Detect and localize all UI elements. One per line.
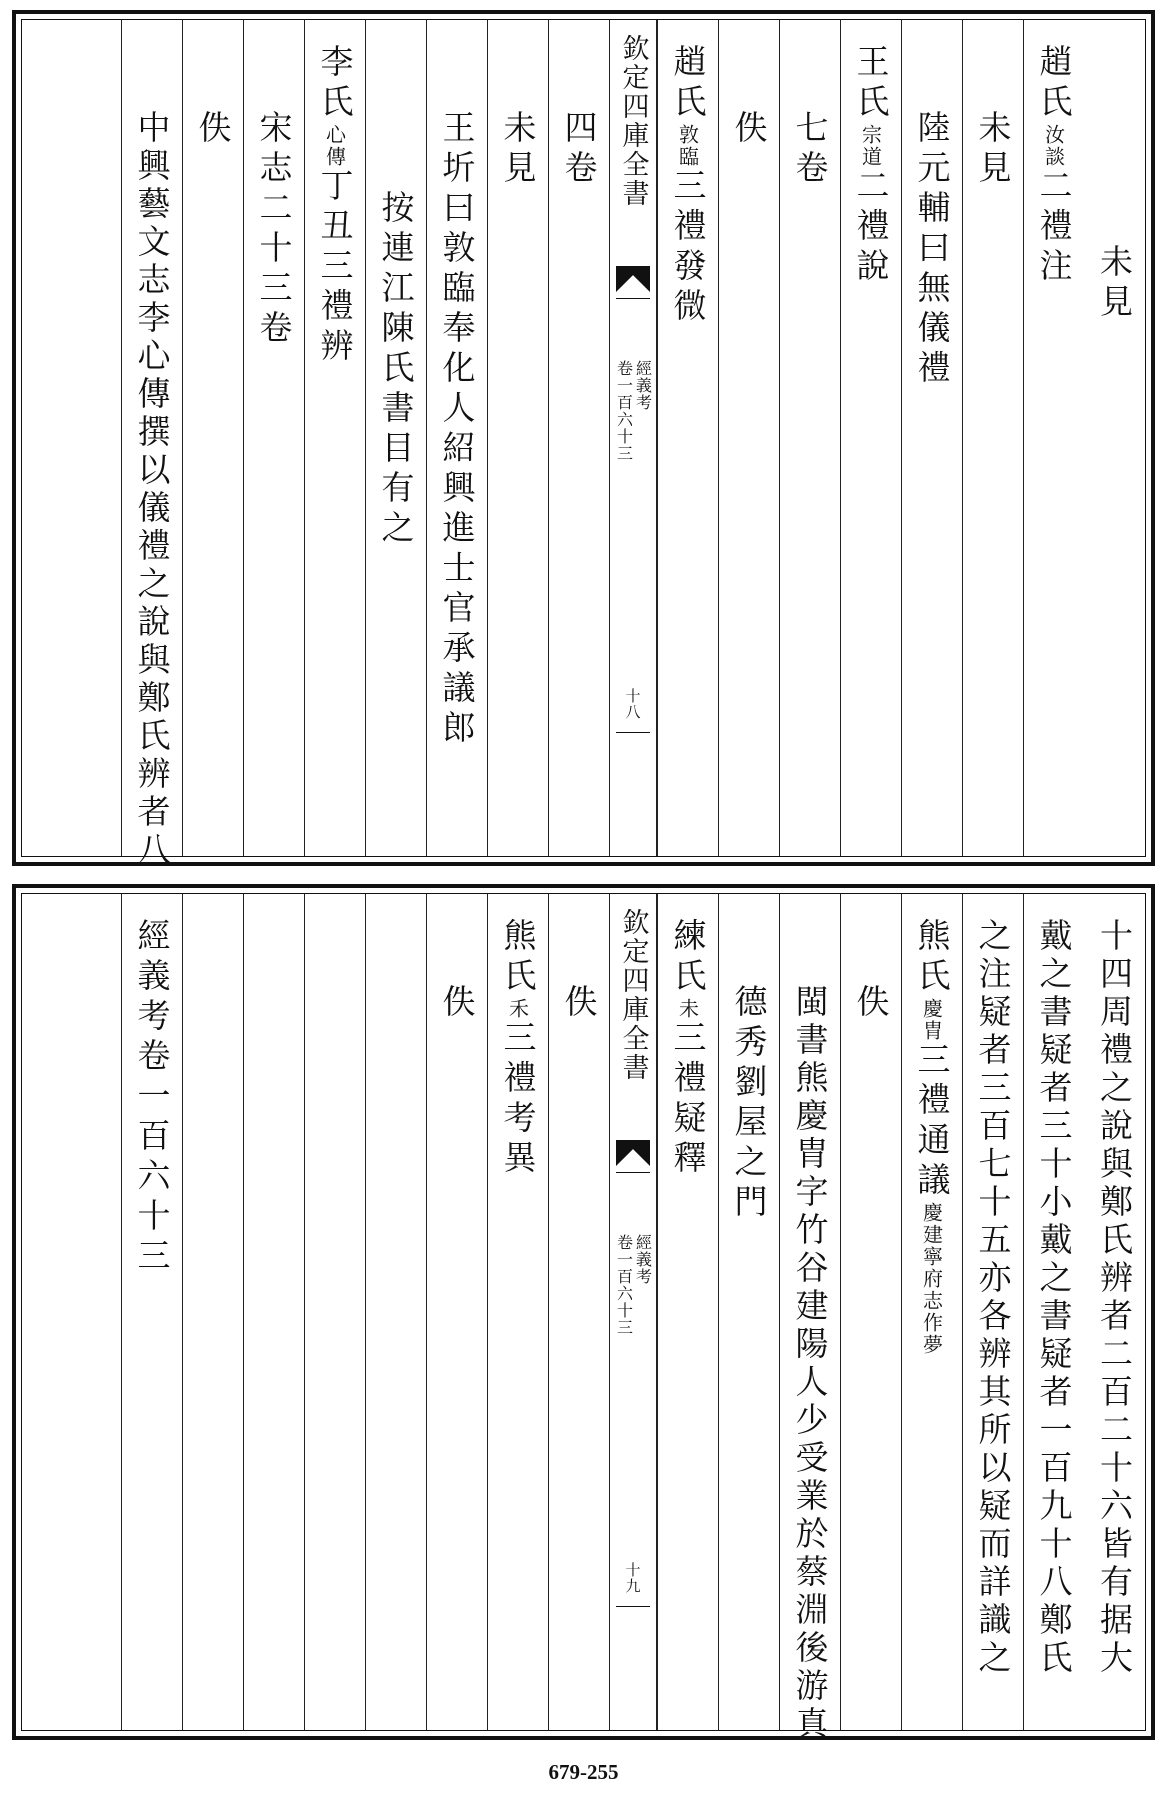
column-text: 之注疑者三百七十五亦各辨其所以疑而詳識之	[973, 918, 1013, 1678]
chapter-end-title: 經義考卷一百六十三	[132, 918, 172, 1278]
volume-number: 卷一百六十三	[614, 360, 634, 462]
text-column	[548, 20, 609, 856]
author-given-name: 禾	[505, 998, 530, 1020]
column-text: 練氏未三禮疑釋	[668, 918, 708, 1180]
text-column	[962, 894, 1023, 1730]
text-column	[1084, 894, 1145, 1730]
column-text: 熊氏慶胄三禮通議慶建寧府志作夢	[912, 918, 952, 1356]
fish-tail-mark	[616, 1140, 650, 1166]
column-text: 王圻曰敦臨奉化人紹興進士官承議郎	[437, 110, 477, 750]
column-text: 佚	[729, 110, 769, 150]
text-column	[487, 20, 548, 856]
leaf-number: 十八	[623, 688, 642, 720]
column-text: 王氏宗道二禮說	[851, 44, 891, 288]
text-column	[304, 20, 365, 856]
text-column	[121, 894, 182, 1730]
library-title: 欽定四庫全書	[617, 908, 649, 1082]
column-text: 佚	[851, 984, 891, 1024]
center-spine	[609, 20, 657, 856]
column-text: 李氏心傳丁丑三禮辨	[315, 44, 355, 368]
column-text: 未見	[498, 110, 538, 190]
column-text: 中興藝文志李心傳撰以儀禮之說與鄭氏辨者八	[132, 110, 172, 870]
text-column	[1023, 894, 1084, 1730]
author-given-name: 宗道	[858, 124, 883, 168]
empty-column	[182, 894, 243, 1730]
column-text: 熊氏禾三禮考異	[498, 918, 538, 1180]
spine-rule	[616, 298, 650, 299]
spine-rule	[616, 1606, 650, 1607]
book-title: 經義考	[633, 360, 653, 411]
text-column	[487, 894, 548, 1730]
empty-column	[365, 894, 426, 1730]
text-column	[365, 20, 426, 856]
spine-rule	[616, 1172, 650, 1173]
column-text: 德秀劉屋之門	[729, 984, 769, 1224]
text-column	[779, 20, 840, 856]
column-text: 趙氏汝談二禮注	[1034, 44, 1074, 288]
author-given-name: 心傳	[322, 124, 347, 168]
volume-label	[616, 360, 651, 462]
column-text: 未見	[973, 110, 1013, 190]
top-page-frame	[21, 19, 1146, 870]
text-column	[901, 20, 962, 856]
text-column	[1084, 20, 1145, 856]
empty-column	[243, 894, 304, 1730]
column-text: 未見	[1095, 244, 1134, 324]
column-text: 趙氏敦臨三禮發微	[668, 44, 708, 328]
text-column	[657, 894, 718, 1730]
author-given-name: 敦臨	[675, 124, 700, 168]
volume-label	[616, 1234, 651, 1336]
column-text: 宋志二十三卷	[254, 110, 294, 350]
leaf-number: 十九	[623, 1562, 642, 1594]
page-number: 679-255	[548, 1760, 619, 1784]
author-given-name: 未	[675, 998, 700, 1020]
text-column	[121, 20, 182, 870]
bottom-page-frame	[21, 893, 1146, 1744]
column-text: 十四周禮之說與鄭氏辨者二百二十六皆有据大	[1095, 918, 1134, 1678]
text-column	[901, 894, 962, 1730]
text-column	[426, 20, 487, 856]
column-text: 按連江陳氏書目有之	[376, 190, 416, 550]
spine-rule	[616, 732, 650, 733]
text-column	[243, 20, 304, 856]
text-column	[718, 20, 779, 856]
interlinear-note: 慶建寧府志作夢	[919, 1202, 944, 1356]
column-text: 佚	[193, 110, 233, 150]
author-given-name: 汝談	[1041, 124, 1066, 168]
text-column	[840, 894, 901, 1730]
text-column	[182, 20, 243, 856]
text-column	[779, 894, 840, 1744]
text-column	[962, 20, 1023, 856]
column-text: 佚	[437, 984, 477, 1024]
book-title: 經義考	[633, 1234, 653, 1285]
column-text: 七卷	[790, 110, 830, 190]
bottom-page	[12, 884, 1155, 1744]
text-column	[548, 894, 609, 1730]
text-column	[718, 894, 779, 1730]
top-page	[12, 10, 1155, 870]
column-text: 戴之書疑者三十小戴之書疑者一百九十八鄭氏	[1034, 918, 1074, 1678]
text-column	[840, 20, 901, 856]
volume-number: 卷一百六十三	[614, 1234, 634, 1336]
library-title: 欽定四庫全書	[617, 34, 649, 208]
center-spine	[609, 894, 657, 1730]
author-given-name: 慶胄	[919, 998, 944, 1042]
empty-column	[304, 894, 365, 1730]
column-text: 佚	[559, 984, 599, 1024]
text-column	[426, 894, 487, 1730]
fish-tail-mark	[616, 266, 650, 292]
text-column	[657, 20, 718, 856]
column-text: 陸元輔曰無儀禮	[912, 110, 952, 390]
column-text: 閩書熊慶胄字竹谷建陽人少受業於蔡淵後游真	[790, 984, 830, 1744]
text-column	[1023, 20, 1084, 856]
column-text: 四卷	[559, 110, 599, 190]
